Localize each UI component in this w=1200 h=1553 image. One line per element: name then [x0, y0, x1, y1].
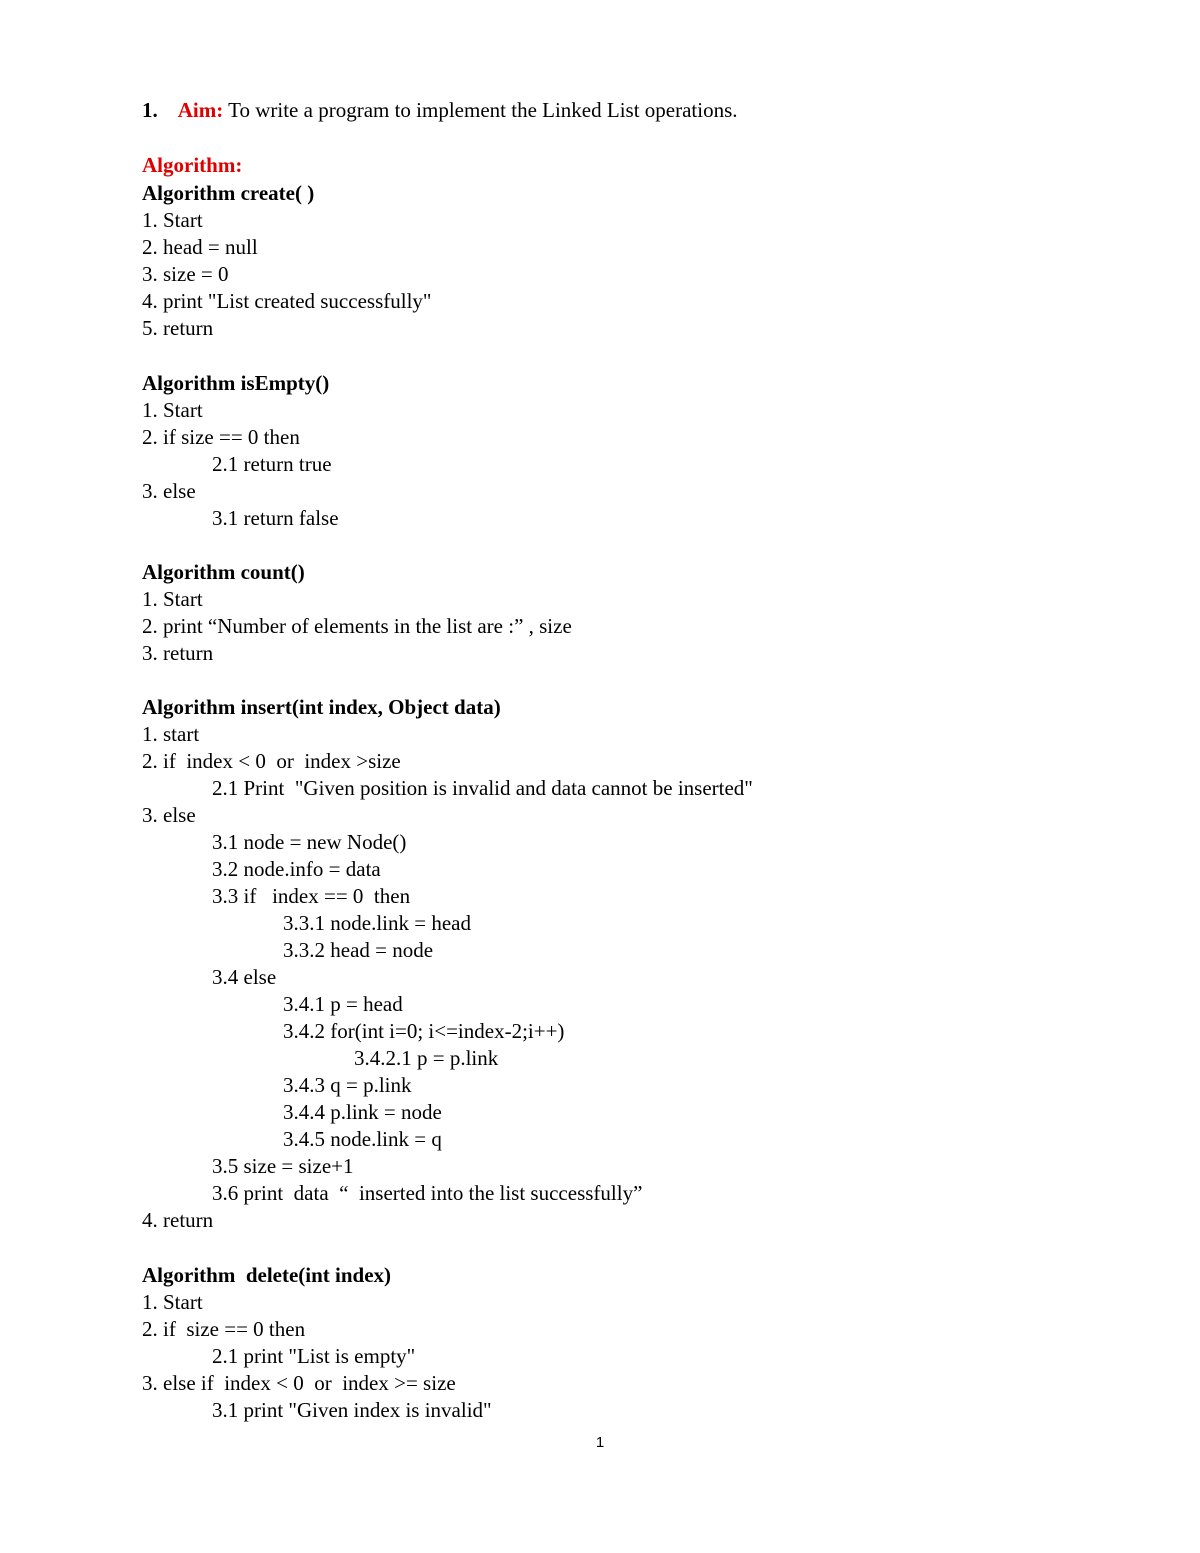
algorithm-title: Algorithm isEmpty(): [142, 371, 330, 395]
algorithm-label: Algorithm:: [142, 153, 243, 177]
aim-label: Aim:: [177, 98, 224, 122]
question-number: 1.: [142, 98, 158, 122]
algorithm-step: 3.6 print data “ inserted into the list successfully”: [212, 1181, 643, 1205]
algorithm-step: 3.4.3 q = p.link: [283, 1073, 412, 1097]
algorithm-step: 3.2 node.info = data: [212, 857, 381, 881]
algorithm-step: 4. print "List created successfully": [142, 289, 432, 313]
algorithm-insert-block: [142, 694, 753, 1234]
algorithm-step: 1. Start: [142, 398, 203, 422]
algorithm-step: 2. if size == 0 then: [142, 1317, 306, 1341]
algorithm-create-block: [142, 180, 431, 342]
algorithm-step: 3.1 return false: [212, 506, 339, 530]
algorithm-step: 3.4.2.1 p = p.link: [354, 1046, 499, 1070]
algorithm-title: Algorithm insert(int index, Object data): [142, 695, 501, 719]
algorithm-step: 3.5 size = size+1: [212, 1154, 354, 1178]
algorithm-step: 3.4.2 for(int i=0; i<=index-2;i++): [283, 1019, 565, 1043]
algorithm-step: 3. return: [142, 641, 214, 665]
algorithm-step: 3.1 print "Given index is invalid": [212, 1398, 492, 1422]
algorithm-step: 3.1 node = new Node(): [212, 830, 407, 854]
algorithm-title: Algorithm count(): [142, 560, 305, 584]
aim-heading: [142, 98, 738, 123]
algorithm-step: 3.4 else: [212, 965, 277, 989]
algorithm-step: 3.4.4 p.link = node: [283, 1100, 442, 1124]
page-number: 1: [595, 1434, 605, 1451]
algorithm-step: 3.4.5 node.link = q: [283, 1127, 442, 1151]
algorithm-step: 2. if size == 0 then: [142, 425, 300, 449]
algorithm-title: Algorithm create( ): [142, 181, 315, 205]
algorithm-step: 1. Start: [142, 587, 203, 611]
algorithm-count-block: [142, 559, 572, 667]
algorithm-delete-block: [142, 1262, 492, 1424]
algorithm-step: 2.1 Print "Given position is invalid and data cannot be inserted": [212, 776, 753, 800]
algorithm-step: 5. return: [142, 316, 214, 340]
algorithm-step: 3.3.2 head = node: [283, 938, 434, 962]
algorithm-step: 1. Start: [142, 1290, 203, 1314]
algorithm-step: 3.3.1 node.link = head: [283, 911, 471, 935]
aim-text: To write a program to implement the Linked List operations.: [223, 98, 738, 122]
algorithm-step: 2.1 return true: [212, 452, 332, 476]
algorithm-step: 2. print “Number of elements in the list are :” , size: [142, 614, 572, 638]
algorithm-step: 4. return: [142, 1208, 214, 1232]
algorithm-title: Algorithm delete(int index): [142, 1263, 392, 1287]
algorithm-step: 3.3 if index == 0 then: [212, 884, 411, 908]
algorithm-step: 3. size = 0: [142, 262, 229, 286]
algorithm-step: 3. else: [142, 479, 196, 503]
algorithm-step: 2. head = null: [142, 235, 258, 259]
algorithm-step: 1. Start: [142, 208, 203, 232]
algorithm-step: 2.1 print "List is empty": [212, 1344, 416, 1368]
algorithm-step: 2. if index < 0 or index >size: [142, 749, 401, 773]
algorithm-step: 3. else: [142, 803, 196, 827]
algorithm-step: 3.4.1 p = head: [283, 992, 403, 1016]
algorithm-step: 3. else if index < 0 or index >= size: [142, 1371, 456, 1395]
algorithm-isempty-block: [142, 370, 339, 532]
algorithm-step: 1. start: [142, 722, 200, 746]
